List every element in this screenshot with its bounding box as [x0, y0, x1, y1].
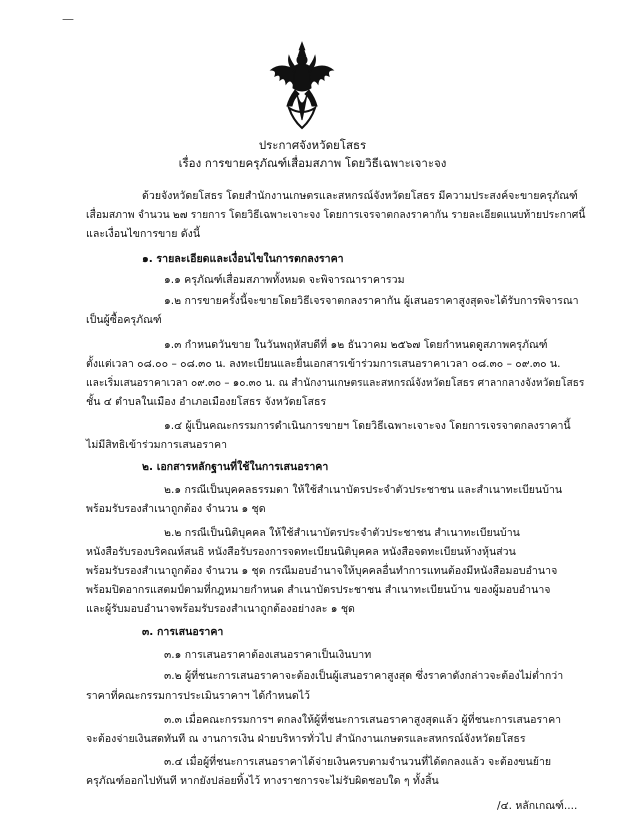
section-1-heading: ๑. รายละเอียดและเงื่อนไขในการตกลงราคา [142, 253, 344, 265]
section-3-3-line-1: ๓.๓ เมื่อคณะกรรมการฯ ตกลงให้ผู้ที่ชนะการเสนอราคาสูงสุดแล้ว ผู้ที่ชนะการเสนอราคา [164, 714, 562, 726]
section-3-2-line-1: ๓.๒ ผู้ที่ชนะการเสนอราคาจะต้องเป็นผู้เสนอราคาสูงสุด ซึ่งราคาดังกล่าวจะต้องไม่ต่ำกว่า [164, 670, 564, 682]
section-2-heading: ๒. เอกสารหลักฐานที่ใช้ในการเสนอราคา [142, 461, 329, 473]
section-1-4-line-2: ไม่มีสิทธิเข้าร่วมการเสนอราคา [86, 439, 228, 451]
section-1-1: ๑.๑ ครุภัณฑ์เสื่อมสภาพทั้งหมด จะพิจารณาราคารวม [164, 274, 405, 286]
section-2-2-line-1: ๒.๒ กรณีเป็นนิติบุคคล ให้ใช้สำเนาบัตรประจำตัวประชาชน สำเนาทะเบียนบ้าน [164, 527, 520, 539]
section-1-3-line-3: และเริ่มเสนอราคาเวลา ๐๙.๓๐ – ๑๐.๓๐ น. ณ สำนักงานเกษตรและสหกรณ์จังหวัดยโสธร ศาลากลางจังหวัดยโสธร [86, 377, 585, 389]
section-1-4-line-1: ๑.๔ ผู้เป็นคณะกรรมการดำเนินการขายฯ โดยวิธีเฉพาะเจาะจง โดยการเจรจาตกลงราคานี้ [164, 420, 571, 432]
section-1-3-line-4: ชั้น ๔ ตำบลในเมือง อำเภอเมืองยโสธร จังหวัดยโสธร [86, 396, 327, 408]
section-2-1-line-2: พร้อมรับรองสำเนาถูกต้อง จำนวน ๑ ชุด [86, 503, 266, 515]
intro-line-2: เสื่อมสภาพ จำนวน ๒๗ รายการ โดยวิธีเฉพาะเจาะจง โดยการเจรจาตกลงราคากัน รายละเอียดแนบท้ายประกาศนี้ [86, 209, 586, 221]
intro-line-1: ด้วยจังหวัดยโสธร โดยสำนักงานเกษตรและสหกรณ์จังหวัดยโสธร มีความประสงค์จะขายครุภัณฑ์ [142, 190, 578, 202]
section-1-2-line-1: ๑.๒ การขายครั้งนี้จะขายโดยวิธีเจรจาตกลงราคากัน ผู้เสนอราคาสูงสุดจะได้รับการพิจารณา [164, 295, 579, 307]
document-title: ประกาศจังหวัดยโสธร [258, 138, 367, 152]
section-2-1-line-1: ๒.๑ กรณีเป็นบุคคลธรรมดา ให้ใช้สำเนาบัตรประจำตัวประชาชน และสำเนาทะเบียนบ้าน [164, 484, 563, 496]
section-3-4-line-1: ๓.๔ เมื่อผู้ที่ชนะการเสนอราคาได้จ่ายเงินครบตามจำนวนที่ได้ตกลงแล้ว จะต้องขนย้าย [164, 756, 552, 768]
section-3-heading: ๓. การเสนอราคา [142, 626, 224, 638]
section-3-1: ๓.๑ การเสนอราคาต้องเสนอราคาเป็นเงินบาท [164, 649, 372, 661]
section-1-2-line-2: เป็นผู้ซื้อครุภัณฑ์ [86, 314, 162, 326]
section-1-3-line-2: ตั้งแต่เวลา ๐๘.๐๐ – ๐๘.๓๐ น. ลงทะเบียนและยื่นเอกสารเข้าร่วมการเสนอราคาเวลา ๐๘.๓๐ – ๐๙.๓๐ น. [86, 358, 561, 370]
section-2-2-line-2: หนังสือรับรองบริคณห์สนธิ หนังสือรับรองการจดทะเบียนนิติบุคคล หนังสือจดทะเบียนห้างหุ้นส่วน [86, 546, 516, 558]
section-2-2-line-4: พร้อมปิดอากรแสตมป์ตามที่กฎหมายกำหนด สำเนาบัตรประชาชน สำเนาทะเบียนบ้าน ของผู้มอบอำนาจ [86, 584, 551, 596]
section-3-4-line-2: ครุภัณฑ์ออกไปทันที หากยังปล่อยทิ้งไว้ ทางราชการจะไม่รับผิดชอบใด ๆ ทั้งสิ้น [86, 775, 439, 787]
continuation-note: /๔. หลักเกณฑ์.... [497, 800, 578, 812]
section-3-3-line-2: จะต้องจ่ายเงินสดทันที ณ งานการเงิน ฝ่ายบริหารทั่วไป สำนักงานเกษตรและสหกรณ์จังหวัดยโสธร [86, 733, 526, 745]
section-3-2-line-2: ราคาที่คณะกรรมการประเมินราคาฯ ได้กำหนดไว้ [86, 690, 310, 702]
intro-line-3: และเงื่อนไขการขาย ดังนี้ [86, 228, 201, 240]
section-2-2-line-5: และผู้รับมอบอำนาจพร้อมรับรองสำเนาถูกต้องอย่างละ ๑ ชุด [86, 603, 355, 615]
section-1-3-line-1: ๑.๓ กำหนดวันขาย ในวันพฤหัสบดีที่ ๑๒ ธันวาคม ๒๕๖๗ โดยกำหนดดูสภาพครุภัณฑ์ [164, 339, 548, 351]
document-subject: เรื่อง การขายครุภัณฑ์เสื่อมสภาพ โดยวิธีเฉพาะเจาะจง [178, 156, 447, 170]
garuda-emblem-icon [267, 40, 337, 132]
section-2-2-line-3: พร้อมรับรองสำเนาถูกต้อง จำนวน ๑ ชุด กรณีมอบอำนาจให้บุคคลอื่นทำการแทนต้องมีหนังสือมอบอำนาจ [86, 565, 558, 577]
side-mark: — [62, 12, 74, 26]
